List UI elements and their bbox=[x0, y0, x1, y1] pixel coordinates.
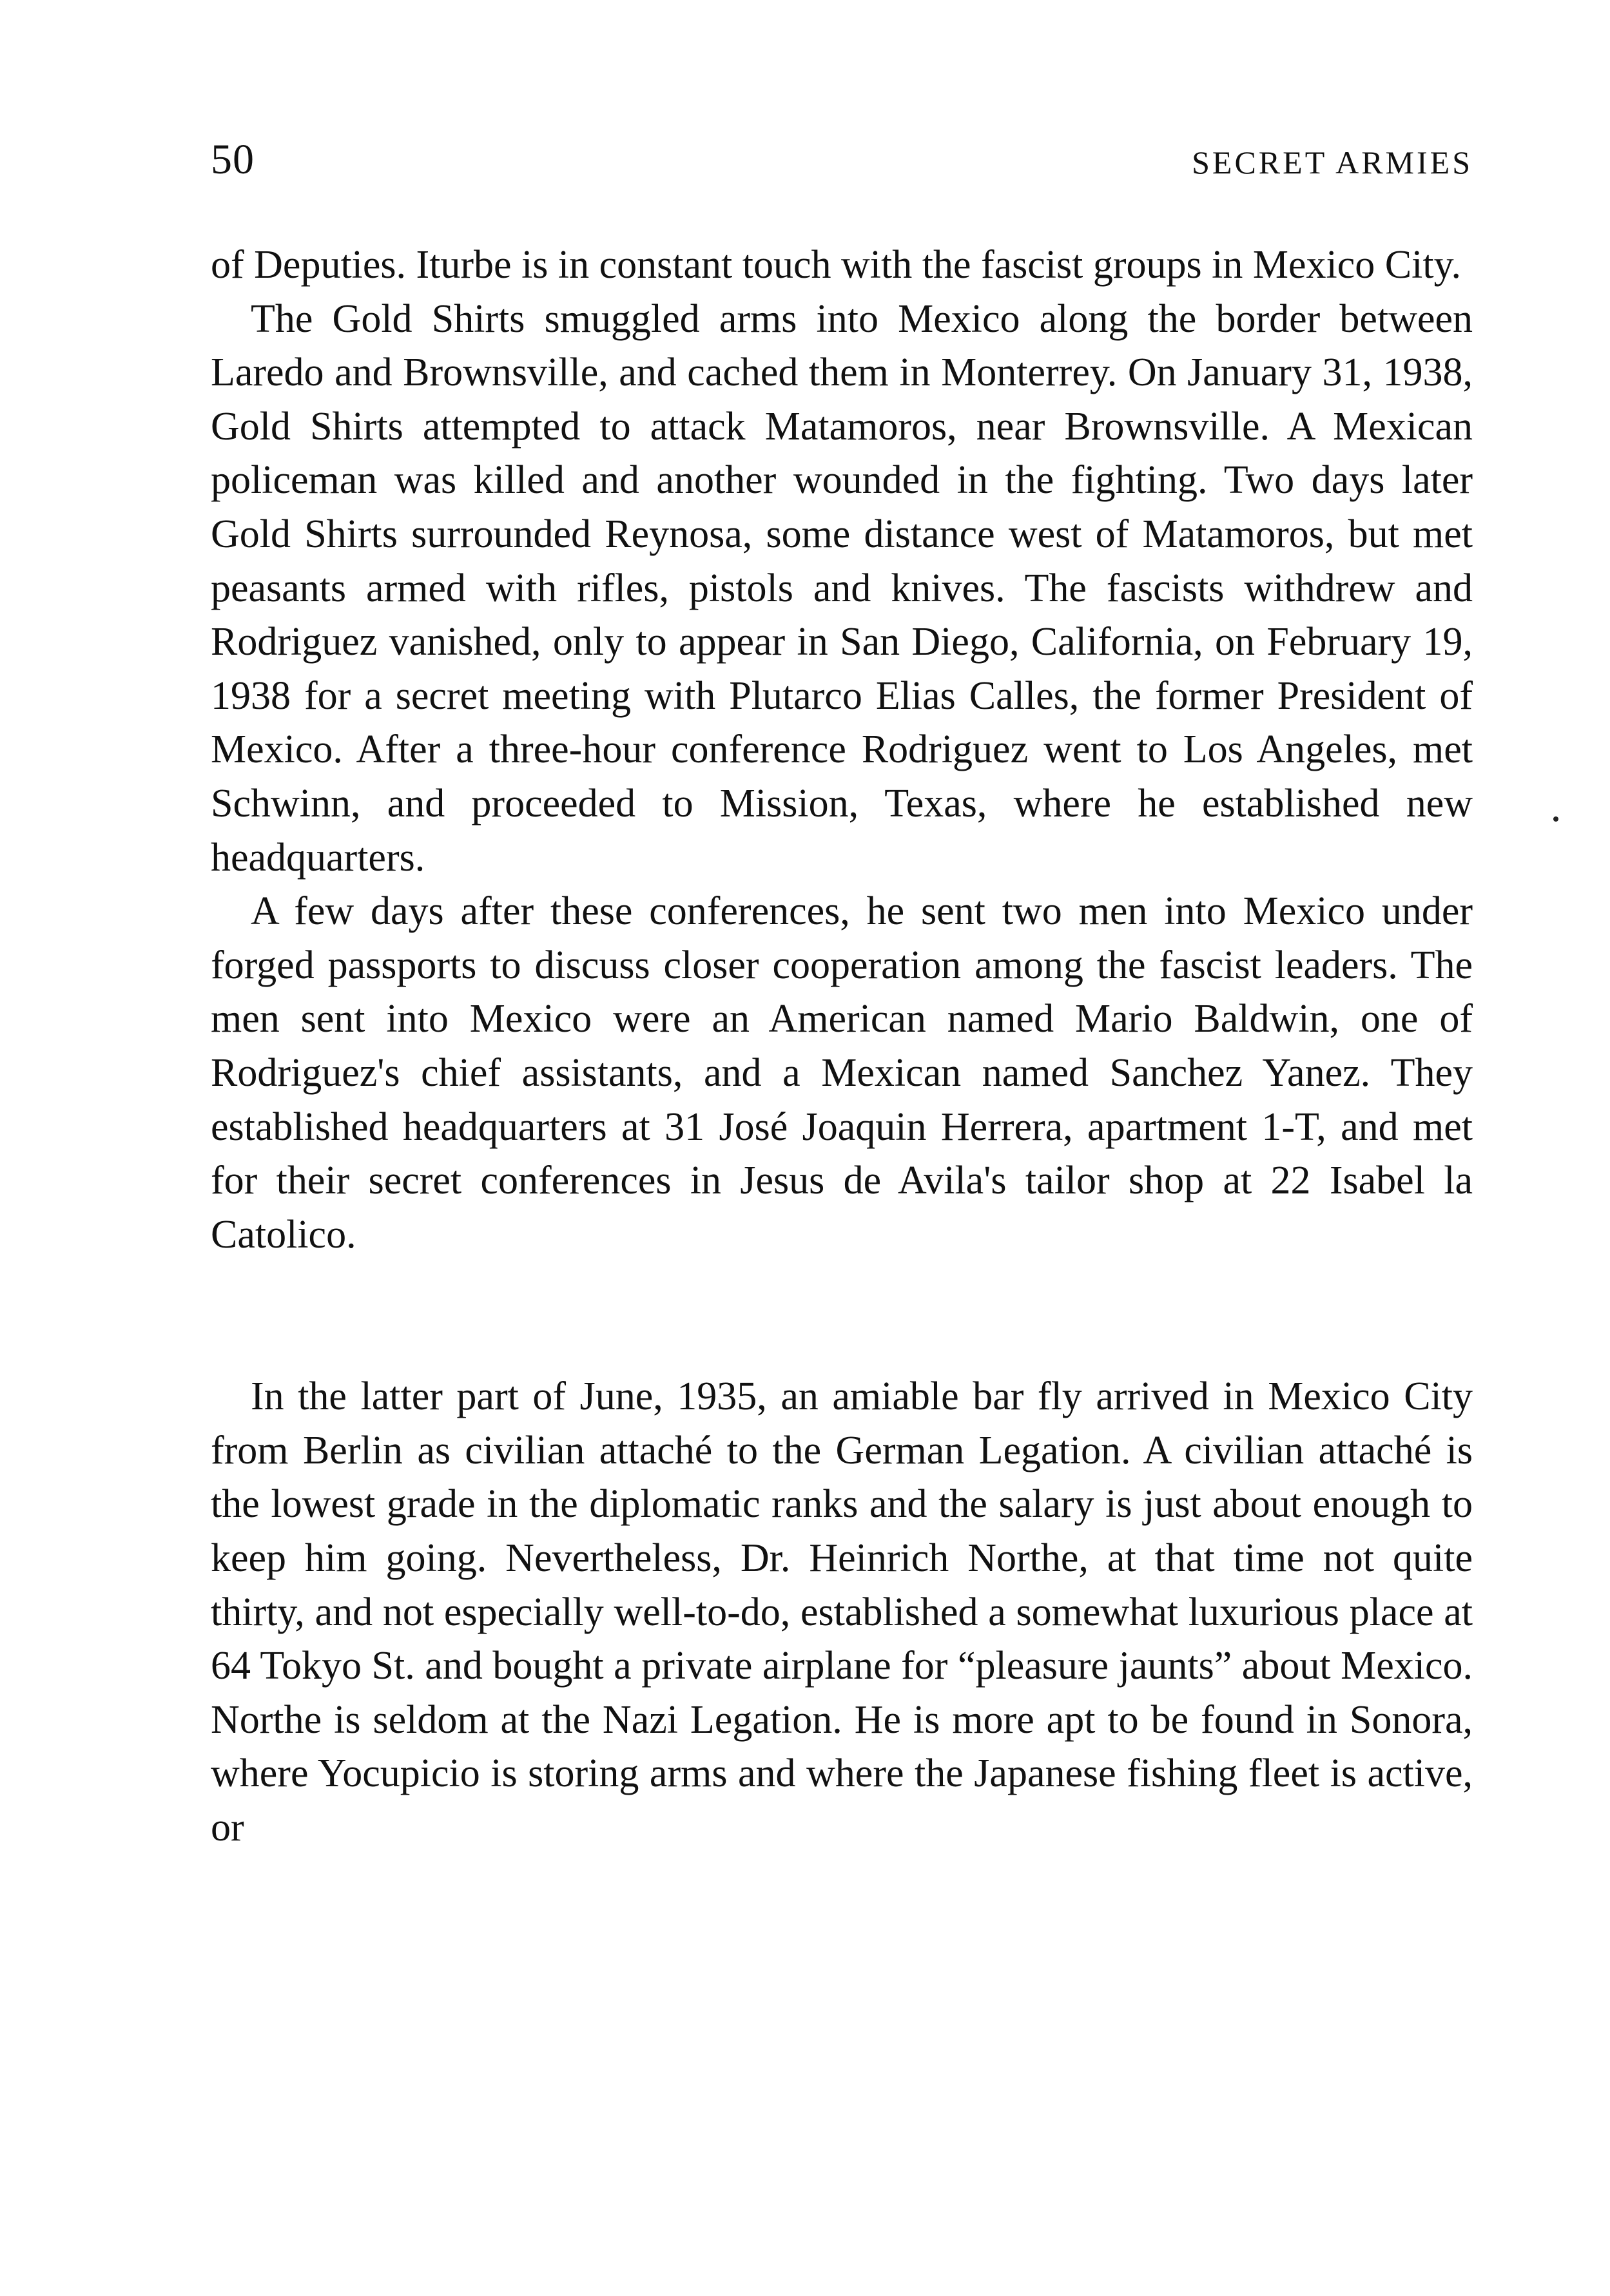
paragraph-northe: In the latter part of June, 1935, an amiable bar fly arrived in Mexico City from Berlin as civilian attaché to the German Legation. A civilian attaché is the lowest grade in the diplomatic ranks and the salary is just about enough to keep him going. Nevertheless, Dr. Heinrich Northe, at that time not quite thirty, and not especially well-to-do, established a somewhat luxurious place at 64 Tokyo St. and bought a private airplane for “pleasure jaunts” about Mexico. Northe is seldom at the Nazi Legation. He is more apt to be found in Sonora, where Yocupicio is storing arms and where the Japanese fishing fleet is active, or bbox=[211, 1375, 1473, 1850]
paragraph-continued: of Deputies. Iturbe is in constant touch with the fascist groups in Mexico City. bbox=[211, 243, 1462, 287]
running-head bbox=[211, 135, 1473, 193]
section-break bbox=[211, 1262, 1473, 1370]
margin-speck bbox=[1553, 816, 1558, 822]
page-number: 50 bbox=[211, 136, 255, 183]
book-page bbox=[211, 135, 1473, 1855]
paragraph-gold-shirts: The Gold Shirts smuggled arms into Mexico along the border between Laredo and Brownsville, and cached them in Monterrey. On January 31, 1938, Gold Shirts attempted to attack Matamoros, near Brownsville. A Mexican policeman was killed and another wounded in the fighting. Two days later Gold Shirts surrounded Reynosa, some distance west of Matamoros, but met peasants armed with rifles, pistols and knives. The fascists withdrew and Rodriguez vanished, only to appear in San Diego, California, on February 19, 1938 for a secret meeting with Plutarco Elias Calles, the former President of Mexico. After a three-hour conference Rodriguez went to Los Angeles, met Schwinn, and proceeded to Mission, Texas, where he established new headquarters. bbox=[211, 296, 1473, 880]
paragraph-conferences: A few days after these conferences, he sent two men into Mexico under forged passports to discuss closer cooperation among the fascist leaders. The men sent into Mexico were an American named Mario Baldwin, one of Rodriguez's chief assistants, and a Mexican named Sanchez Yanez. They established headquarters at 31 José Joaquin Herrera, apartment 1-T, and met for their secret conferences in Jesus de Avila's tailor shop at 22 Isabel la Catolico. bbox=[211, 889, 1473, 1257]
running-title: SECRET ARMIES bbox=[1192, 144, 1473, 180]
